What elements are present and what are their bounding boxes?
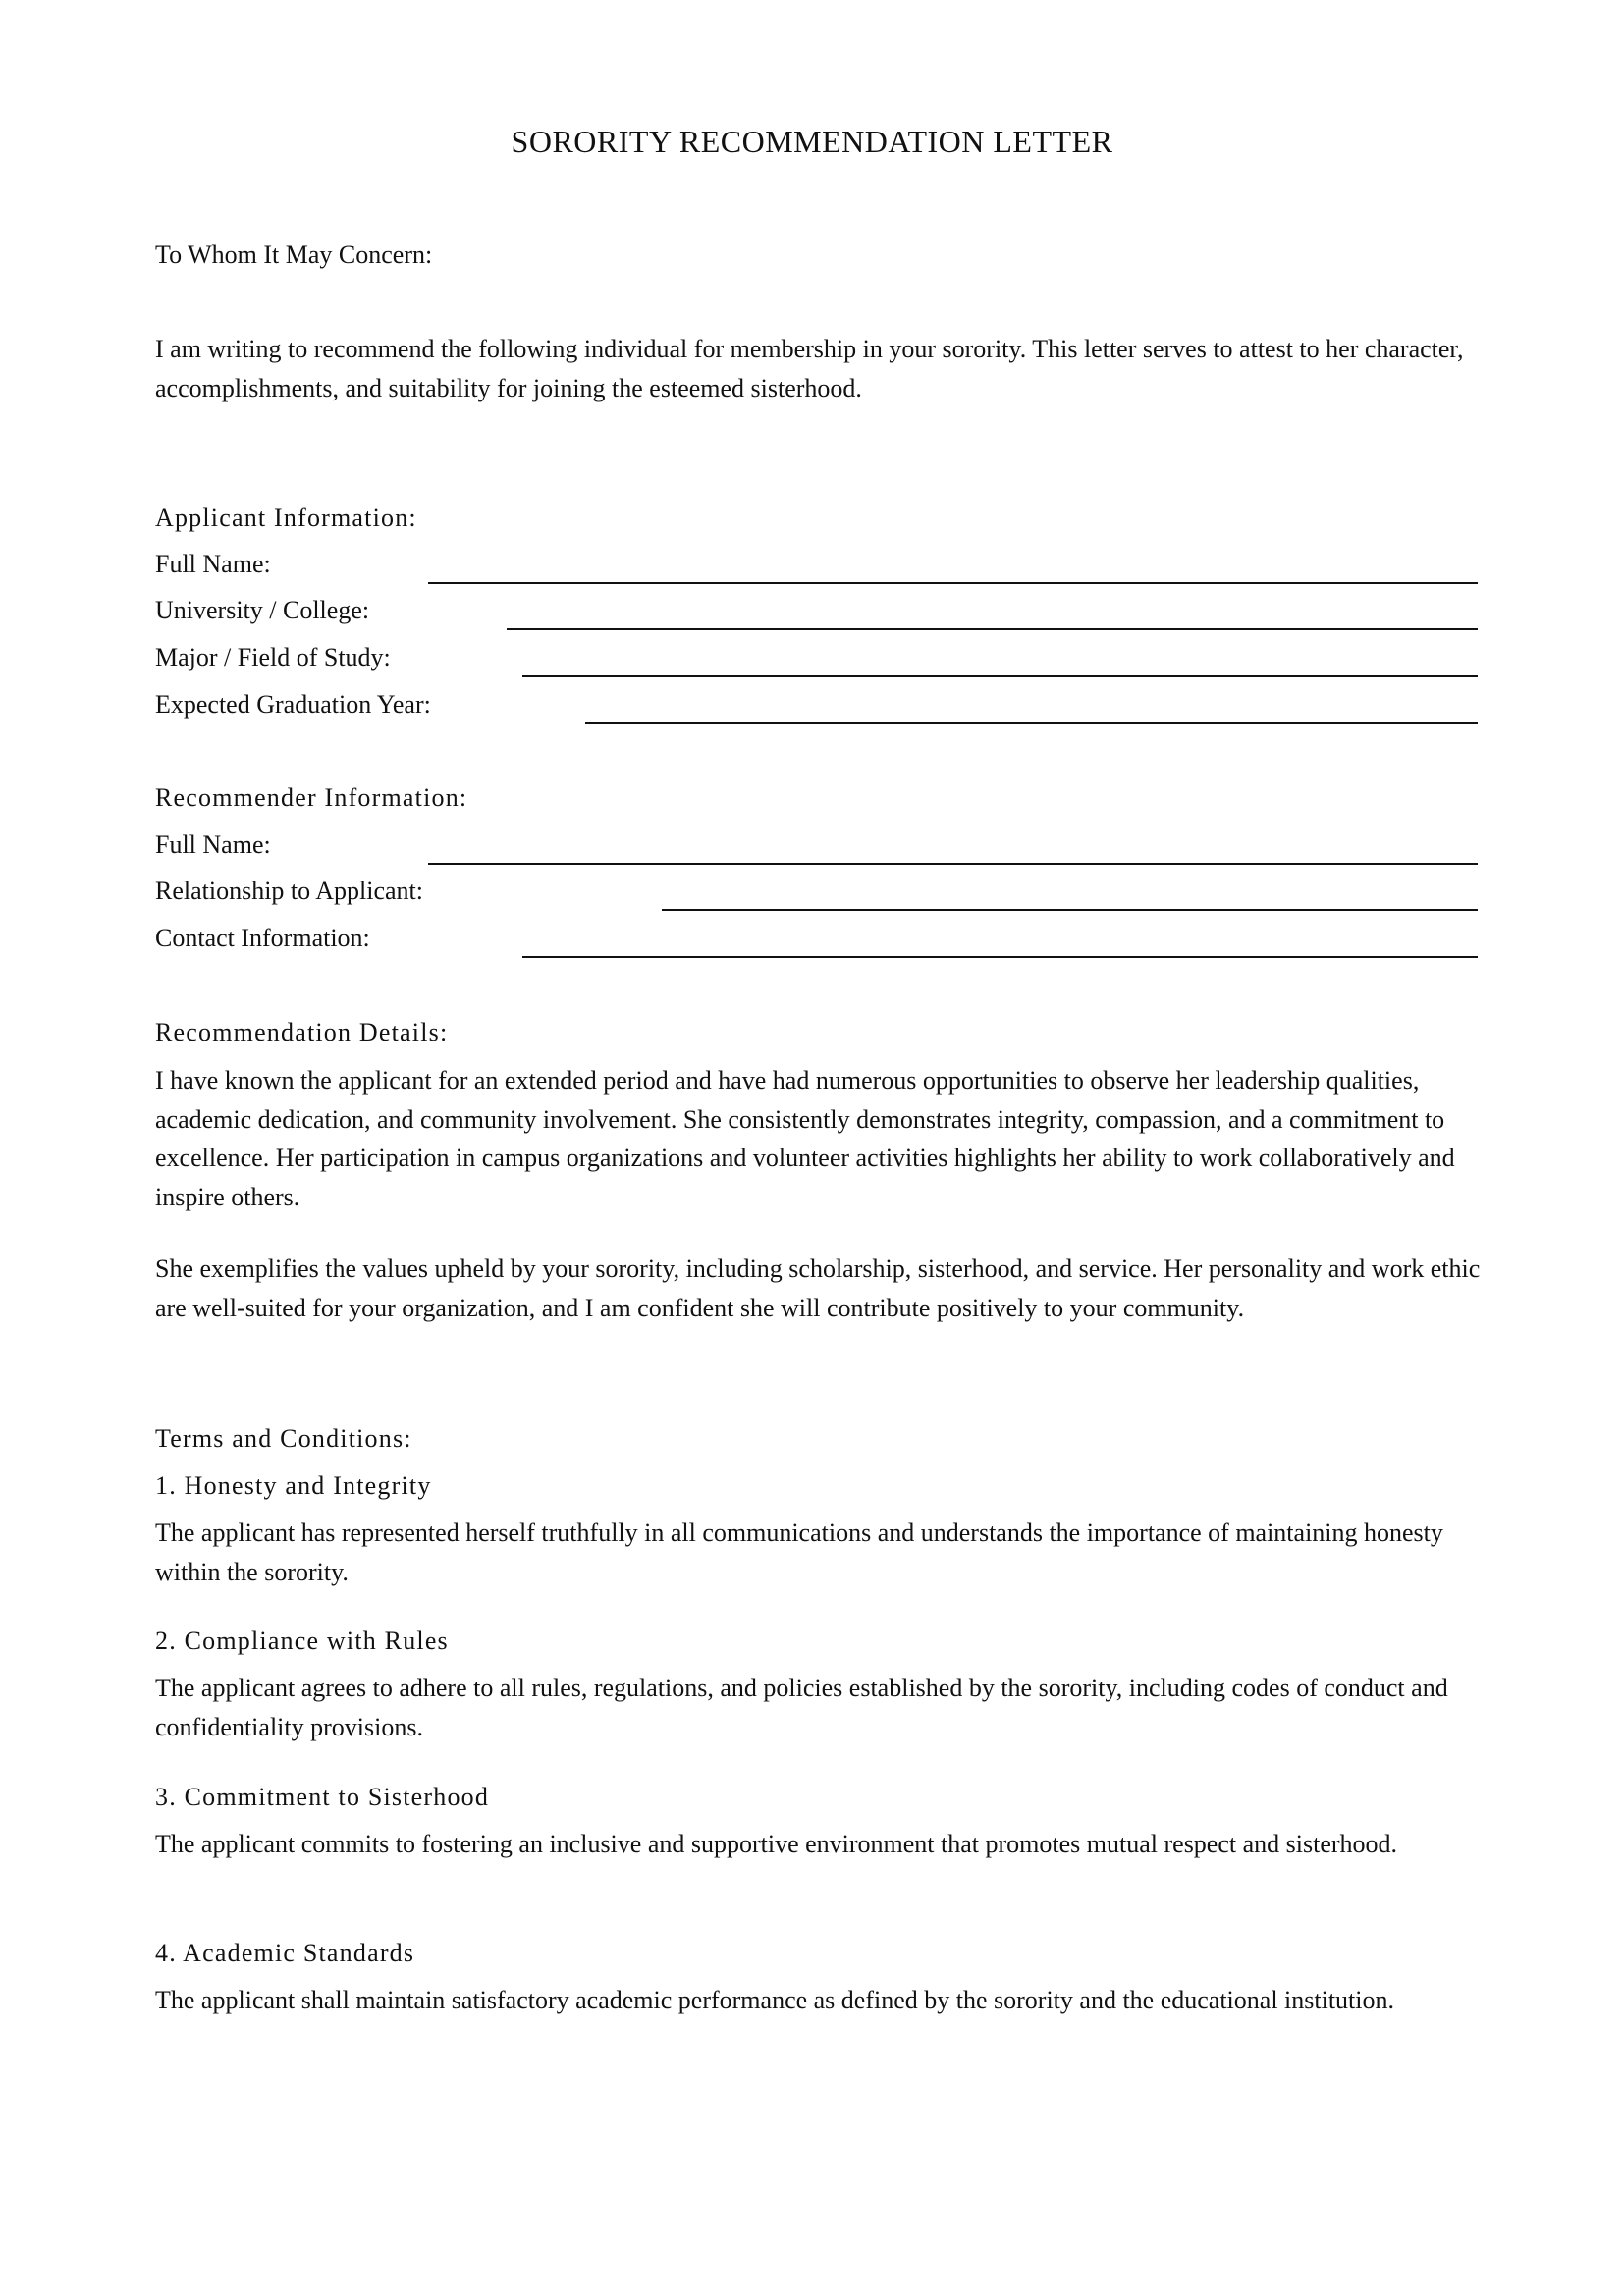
document-title: SORORITY RECOMMENDATION LETTER bbox=[511, 124, 1113, 159]
applicant-full-name-field[interactable] bbox=[428, 582, 1478, 584]
recommender-relationship-field[interactable] bbox=[662, 909, 1478, 911]
term-1-body: The applicant has represented herself truthfully in all communications and understands the importance of maintaining honesty within the sorority. bbox=[155, 1519, 1443, 1586]
term-3-title: 3. Commitment to Sisterhood bbox=[155, 1783, 490, 1811]
details-paragraph-2: She exemplifies the values upheld by your sorority, including scholarship, sisterhood, and service. Her personality and work ethic are well-suited for your organization, and I am confident she will contribute positively to your community. bbox=[155, 1255, 1481, 1322]
details-paragraph-1: I have known the applicant for an extended period and have had numerous opportunities to observe her leadership qualities, academic dedication, and community involvement. She consistently demonstrates integrity, compassion, and a commitment to excellence. Her participation in campus organizations and volunteer activities highlights her ability to work collaboratively and inspire others. bbox=[155, 1066, 1455, 1211]
terms-heading: Terms and Conditions: bbox=[155, 1424, 412, 1453]
applicant-university-field[interactable] bbox=[507, 628, 1478, 630]
recommender-heading: Recommender Information: bbox=[155, 783, 468, 812]
recommender-contact-field[interactable] bbox=[522, 956, 1478, 958]
applicant-university-label: University / College: bbox=[155, 596, 370, 624]
term-4-body: The applicant shall maintain satisfactory academic performance as defined by the sorority and the educational institution. bbox=[155, 1986, 1395, 2014]
recommender-contact-label: Contact Information: bbox=[155, 924, 370, 952]
applicant-major-field[interactable] bbox=[522, 675, 1478, 677]
recommender-full-name-label: Full Name: bbox=[155, 830, 271, 859]
applicant-major-label: Major / Field of Study: bbox=[155, 643, 391, 671]
term-1-title: 1. Honesty and Integrity bbox=[155, 1471, 432, 1500]
applicant-heading: Applicant Information: bbox=[155, 504, 417, 532]
details-heading: Recommendation Details: bbox=[155, 1018, 449, 1046]
salutation: To Whom It May Concern: bbox=[155, 240, 433, 269]
intro-paragraph: I am writing to recommend the following individual for membership in your sorority. This letter serves to attest to her character, accomplishments, and suitability for joining the esteemed sisterhood. bbox=[155, 335, 1464, 402]
applicant-graduation-year-label: Expected Graduation Year: bbox=[155, 690, 431, 719]
term-4-title: 4. Academic Standards bbox=[155, 1939, 415, 1967]
term-2-title: 2. Compliance with Rules bbox=[155, 1627, 449, 1655]
applicant-graduation-year-field[interactable] bbox=[585, 722, 1478, 724]
term-2-body: The applicant agrees to adhere to all rules, regulations, and policies established by the sorority, including codes of conduct and confidentiality provisions. bbox=[155, 1674, 1448, 1741]
applicant-full-name-label: Full Name: bbox=[155, 550, 271, 578]
recommender-relationship-label: Relationship to Applicant: bbox=[155, 877, 423, 905]
recommender-full-name-field[interactable] bbox=[428, 863, 1478, 865]
term-3-body: The applicant commits to fostering an inclusive and supportive environment that promotes mutual respect and sisterhood. bbox=[155, 1830, 1398, 1858]
